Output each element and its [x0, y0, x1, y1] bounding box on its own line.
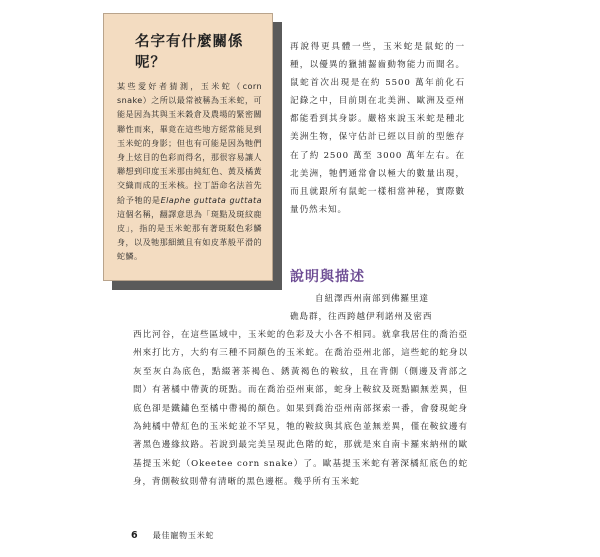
description-paragraph-body: 西比河谷，在這些區域中，玉米蛇的色彩及大小各不相同。就拿我居住的喬治亞州來打比方，大約有三種不同顏色的玉米蛇。在喬治亞州北部，這些蛇的蛇身以灰至灰白為底色，點綴著茶褐色、銹黃褐色的鞍紋，且在背側（側邊及背部之間）有著橘中帶黃的斑點。而在喬治亞州東部，蛇身上鞍紋及斑點顯無差異，但底色卻是鐵鏽色至橘中帶褐的顏色。如果到喬治亞州南部探索一番，會發現蛇身為純橘中帶紅色的玉米蛇並不罕見，牠的鞍紋與其底色並無差異，僅在鞍紋邊有著黑色邊緣紋路。若說到最完美呈現此色階的蛇，那就是來自南卡羅來納州的歐基提玉米蛇（Okeetee corn snake）了。歐基提玉米蛇有著深橘紅底色的蛇身，背側鞍紋則帶有清晰的黑色邊框。幾乎所有玉米蛇 [133, 330, 468, 488]
section-heading: 說明與描述 [290, 269, 365, 285]
sidebar-panel [103, 13, 273, 281]
page-footer [131, 523, 214, 542]
description-second-line: 礁島群，往西跨越伊利諾州及密西 [290, 312, 433, 323]
sidebar-text-part-2: 這個名稱，翻譯意思為「斑點及斑紋鹿皮」，指的是玉米蛇那有著斑駁色彩鱗身，以及牠那細緻且有如皮革般平滑的蛇鱗。 [117, 208, 262, 262]
sidebar-text-part-1: 某些愛好者猜測，玉米蛇（corn snake）之所以最常被稱為玉米蛇，可能是因為其與玉米穀倉及農場的緊密關聯性而來，畢竟在這些地方經常能見到玉米蛇的身影；但也有可能是因為牠們身上炫目的色彩而得名，那很容易讓人聯想到印度玉米那由純紅色、黃及橘黃交織而成的玉米核。拉丁語命名法首先給予牠的是 [117, 81, 262, 205]
intro-paragraph: 再說得更具體一些，玉米蛇是鼠蛇的一種，以優異的獵捕齧齒動物能力而聞名。鼠蛇首次出現是在約 5500 萬年前化石記錄之中，目前則在北美洲、歐洲及亞州都能看到其身影。嚴格來說玉米蛇是種北美洲生物，保守估計已經以目前的型態存在了約 2500 萬至 3000 萬年左右。在北美洲，牠們通常會以極大的數量出現，而且就跟所有鼠蛇一樣相當神秘，實際數量仍然未知。 [290, 42, 465, 215]
description-first-line: 自紐澤西州南部到佛羅里達 [315, 294, 429, 304]
sidebar-title: 名字有什麼關係呢？ [135, 34, 244, 71]
sidebar-box [103, 13, 277, 285]
latin-name: Elaphe guttata guttata [160, 194, 262, 205]
sidebar-body [117, 79, 262, 264]
description-paragraph-start [290, 290, 468, 326]
page-number: 6 [131, 530, 138, 541]
running-title: 最佳寵物玉米蛇 [152, 531, 215, 540]
